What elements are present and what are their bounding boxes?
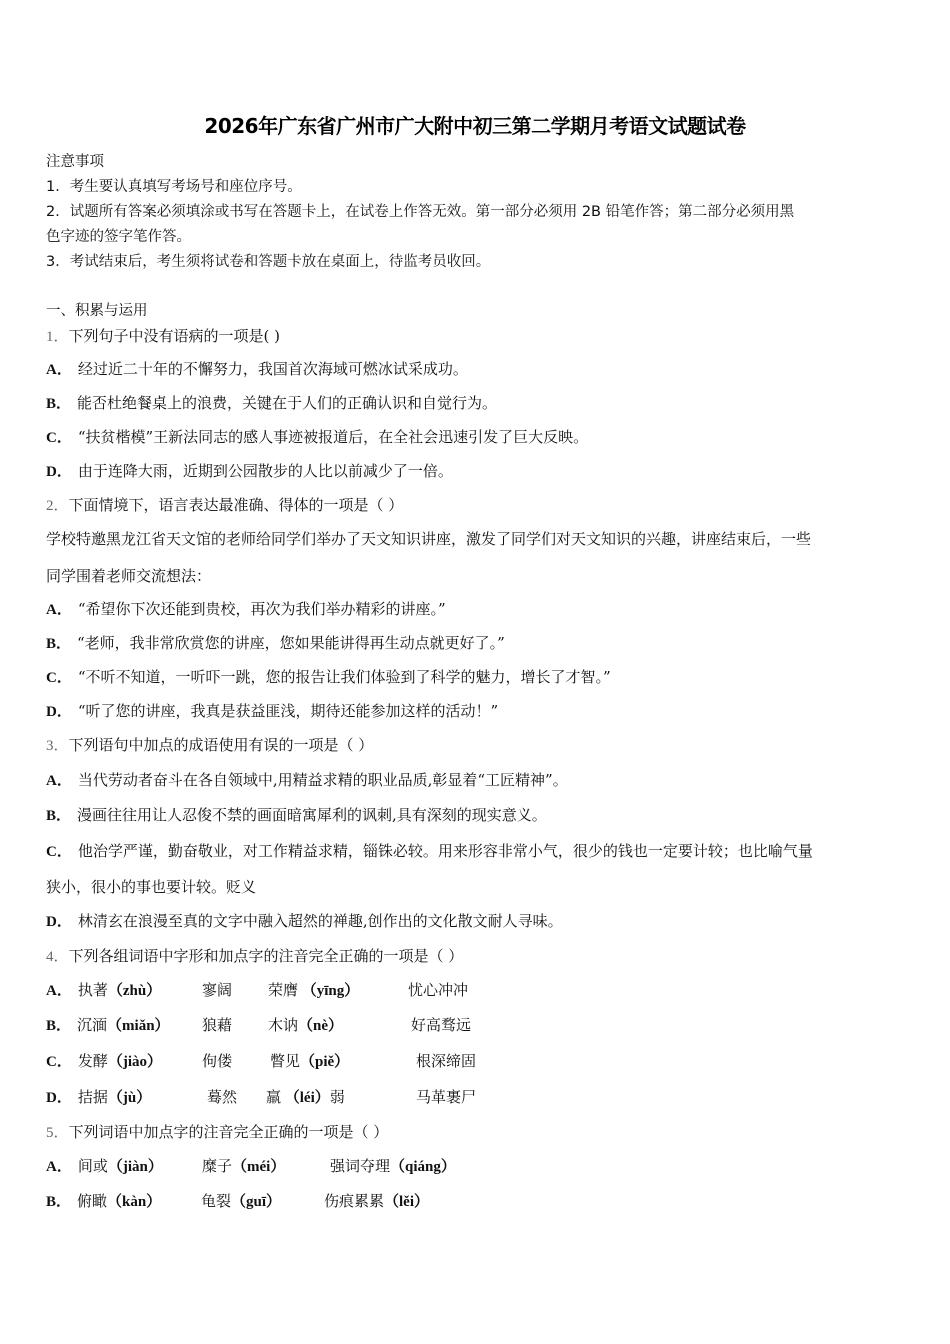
question-number: 5． [46,1125,69,1141]
question-number: 1． [46,329,69,345]
notice-heading: 注意事项 [46,154,104,170]
question-3-option-b: B． 漫画往往用让人忍俊不禁的画面暗寓犀利的讽刺,具有深刻的现实意义。 [46,806,547,824]
question-4-option-c-word-4: 根深缔固 [416,1052,477,1070]
question-5-option-a-label: A． 间或（jiàn） [46,1157,163,1175]
question-4-option-d-word-4: 马革裹尸 [416,1088,477,1106]
question-5-option-a-word-3: 强词夺理（qiáng） [330,1157,456,1175]
question-3-option-a: A． 当代劳动者奋斗在各自领域中,用精益求精的职业品质,彰显着“工匠精神”。 [46,771,568,789]
question-2-option-b: B． “老师，我非常欣赏您的讲座，您如果能讲得再生动点就更好了。” [46,634,505,652]
question-5-stem: 5．下列词语中加点字的注音完全正确的一项是（ ） [46,1123,389,1141]
notice-item-2-cont: 色字迹的签字笔作答。 [46,229,191,245]
question-1-option-a: A． 经过近二十年的不懈努力，我国首次海域可燃冰试采成功。 [46,360,468,378]
question-4-option-c-label: C． 发酵（jiào） [46,1052,163,1070]
question-4-option-a-word-2: 寥阔 [202,981,233,999]
question-4-option-d-label: D． 拮据（jù） [46,1088,152,1106]
question-2-context-cont: 同学围着老师交流想法： [46,567,212,585]
question-2-option-d: D． “听了您的讲座，我真是获益匪浅，期待还能参加这样的活动！” [46,702,499,720]
question-4-stem: 4．下列各组词语中字形和加点字的注音完全正确的一项是（ ） [46,947,464,965]
question-5-option-b-word-2: 龟裂（guī） [201,1192,282,1210]
question-2-option-a: A． “希望你下次还能到贵校，再次为我们举办精彩的讲座。” [46,600,446,618]
question-4-option-a-word-4: 忧心冲冲 [408,981,469,999]
question-4-option-d-word-3: 羸 （léi）弱 [266,1088,345,1106]
question-2-stem: 2．下面情境下，语言表达最准确、得体的一项是（ ） [46,496,404,514]
question-4-option-b-word-3: 木讷（nè） [268,1016,344,1034]
question-5-option-b-word-3: 伤痕累累（lěi） [324,1192,430,1210]
question-4-option-b-label: B． 沉湎（miǎn） [46,1016,170,1034]
notice-item-3: 3．考试结束后，考生须将试卷和答题卡放在桌面上，待监考员收回。 [46,254,491,270]
question-number: 2． [46,498,69,514]
question-2-context: 学校特邀黑龙江省天文馆的老师给同学们举办了天文知识讲座，激发了同学们对天文知识的兴趣，讲座结束后，一些 [46,530,812,548]
section-heading: 一、积累与运用 [46,303,148,319]
question-3-option-c-cont: 狭小，很小的事也要计较。贬义 [46,878,257,896]
question-3-option-c: C． 他治学严谨，勤奋敬业，对工作精益求精，锱铢必较。用来形容非常小气，很少的钱也一定要计较；也比喻气量 [46,842,813,860]
question-5-option-b-label: B． 俯瞰（kàn） [46,1192,162,1210]
question-4-option-c-word-3: 瞥见（piě） [270,1052,350,1070]
question-1-option-d: D． 由于连降大雨，近期到公园散步的人比以前减少了一倍。 [46,462,453,480]
question-4-option-b-word-2: 狼藉 [202,1016,233,1034]
question-1-stem: 1．下列句子中没有语病的一项是( ) [46,327,280,345]
question-3-option-d: D． 林清玄在浪漫至真的文字中融入超然的禅趣,创作出的文化散文耐人寻味。 [46,912,563,930]
question-3-stem: 3．下列语句中加点的成语使用有误的一项是（ ） [46,736,374,754]
question-2-option-c: C． “不听不知道，一听吓一跳，您的报告让我们体验到了科学的魅力，增长了才智。” [46,668,611,686]
question-5-option-a-word-2: 糜子（méi） [202,1157,286,1175]
question-number: 4． [46,949,69,965]
question-4-option-d-word-2: 蓦然 [207,1088,238,1106]
question-4-option-b-word-4: 好高骛远 [411,1016,472,1034]
notice-item-1: 1．考生要认真填写考场号和座位序号。 [46,179,302,195]
exam-title: 2026年广东省广州市广大附中初三第二学期月考语文试题试卷 [204,114,746,138]
question-4-option-c-word-2: 佝偻 [202,1052,233,1070]
question-4-option-a-word-3: 荣膺 （yīng） [268,981,360,999]
question-number: 3． [46,738,69,754]
question-4-option-a-label: A． 执著（zhù） [46,981,162,999]
question-1-option-b: B． 能否杜绝餐桌上的浪费，关键在于人们的正确认识和自觉行为。 [46,394,498,412]
question-1-option-c: C． “扶贫楷模”王新法同志的感人事迹被报道后，在全社会迅速引发了巨大反映。 [46,428,589,446]
notice-item-2: 2．试题所有答案必须填涂或书写在答题卡上，在试卷上作答无效。第一部分必须用 2B 铅笔作答；第二部分必须用黑 [46,204,795,220]
